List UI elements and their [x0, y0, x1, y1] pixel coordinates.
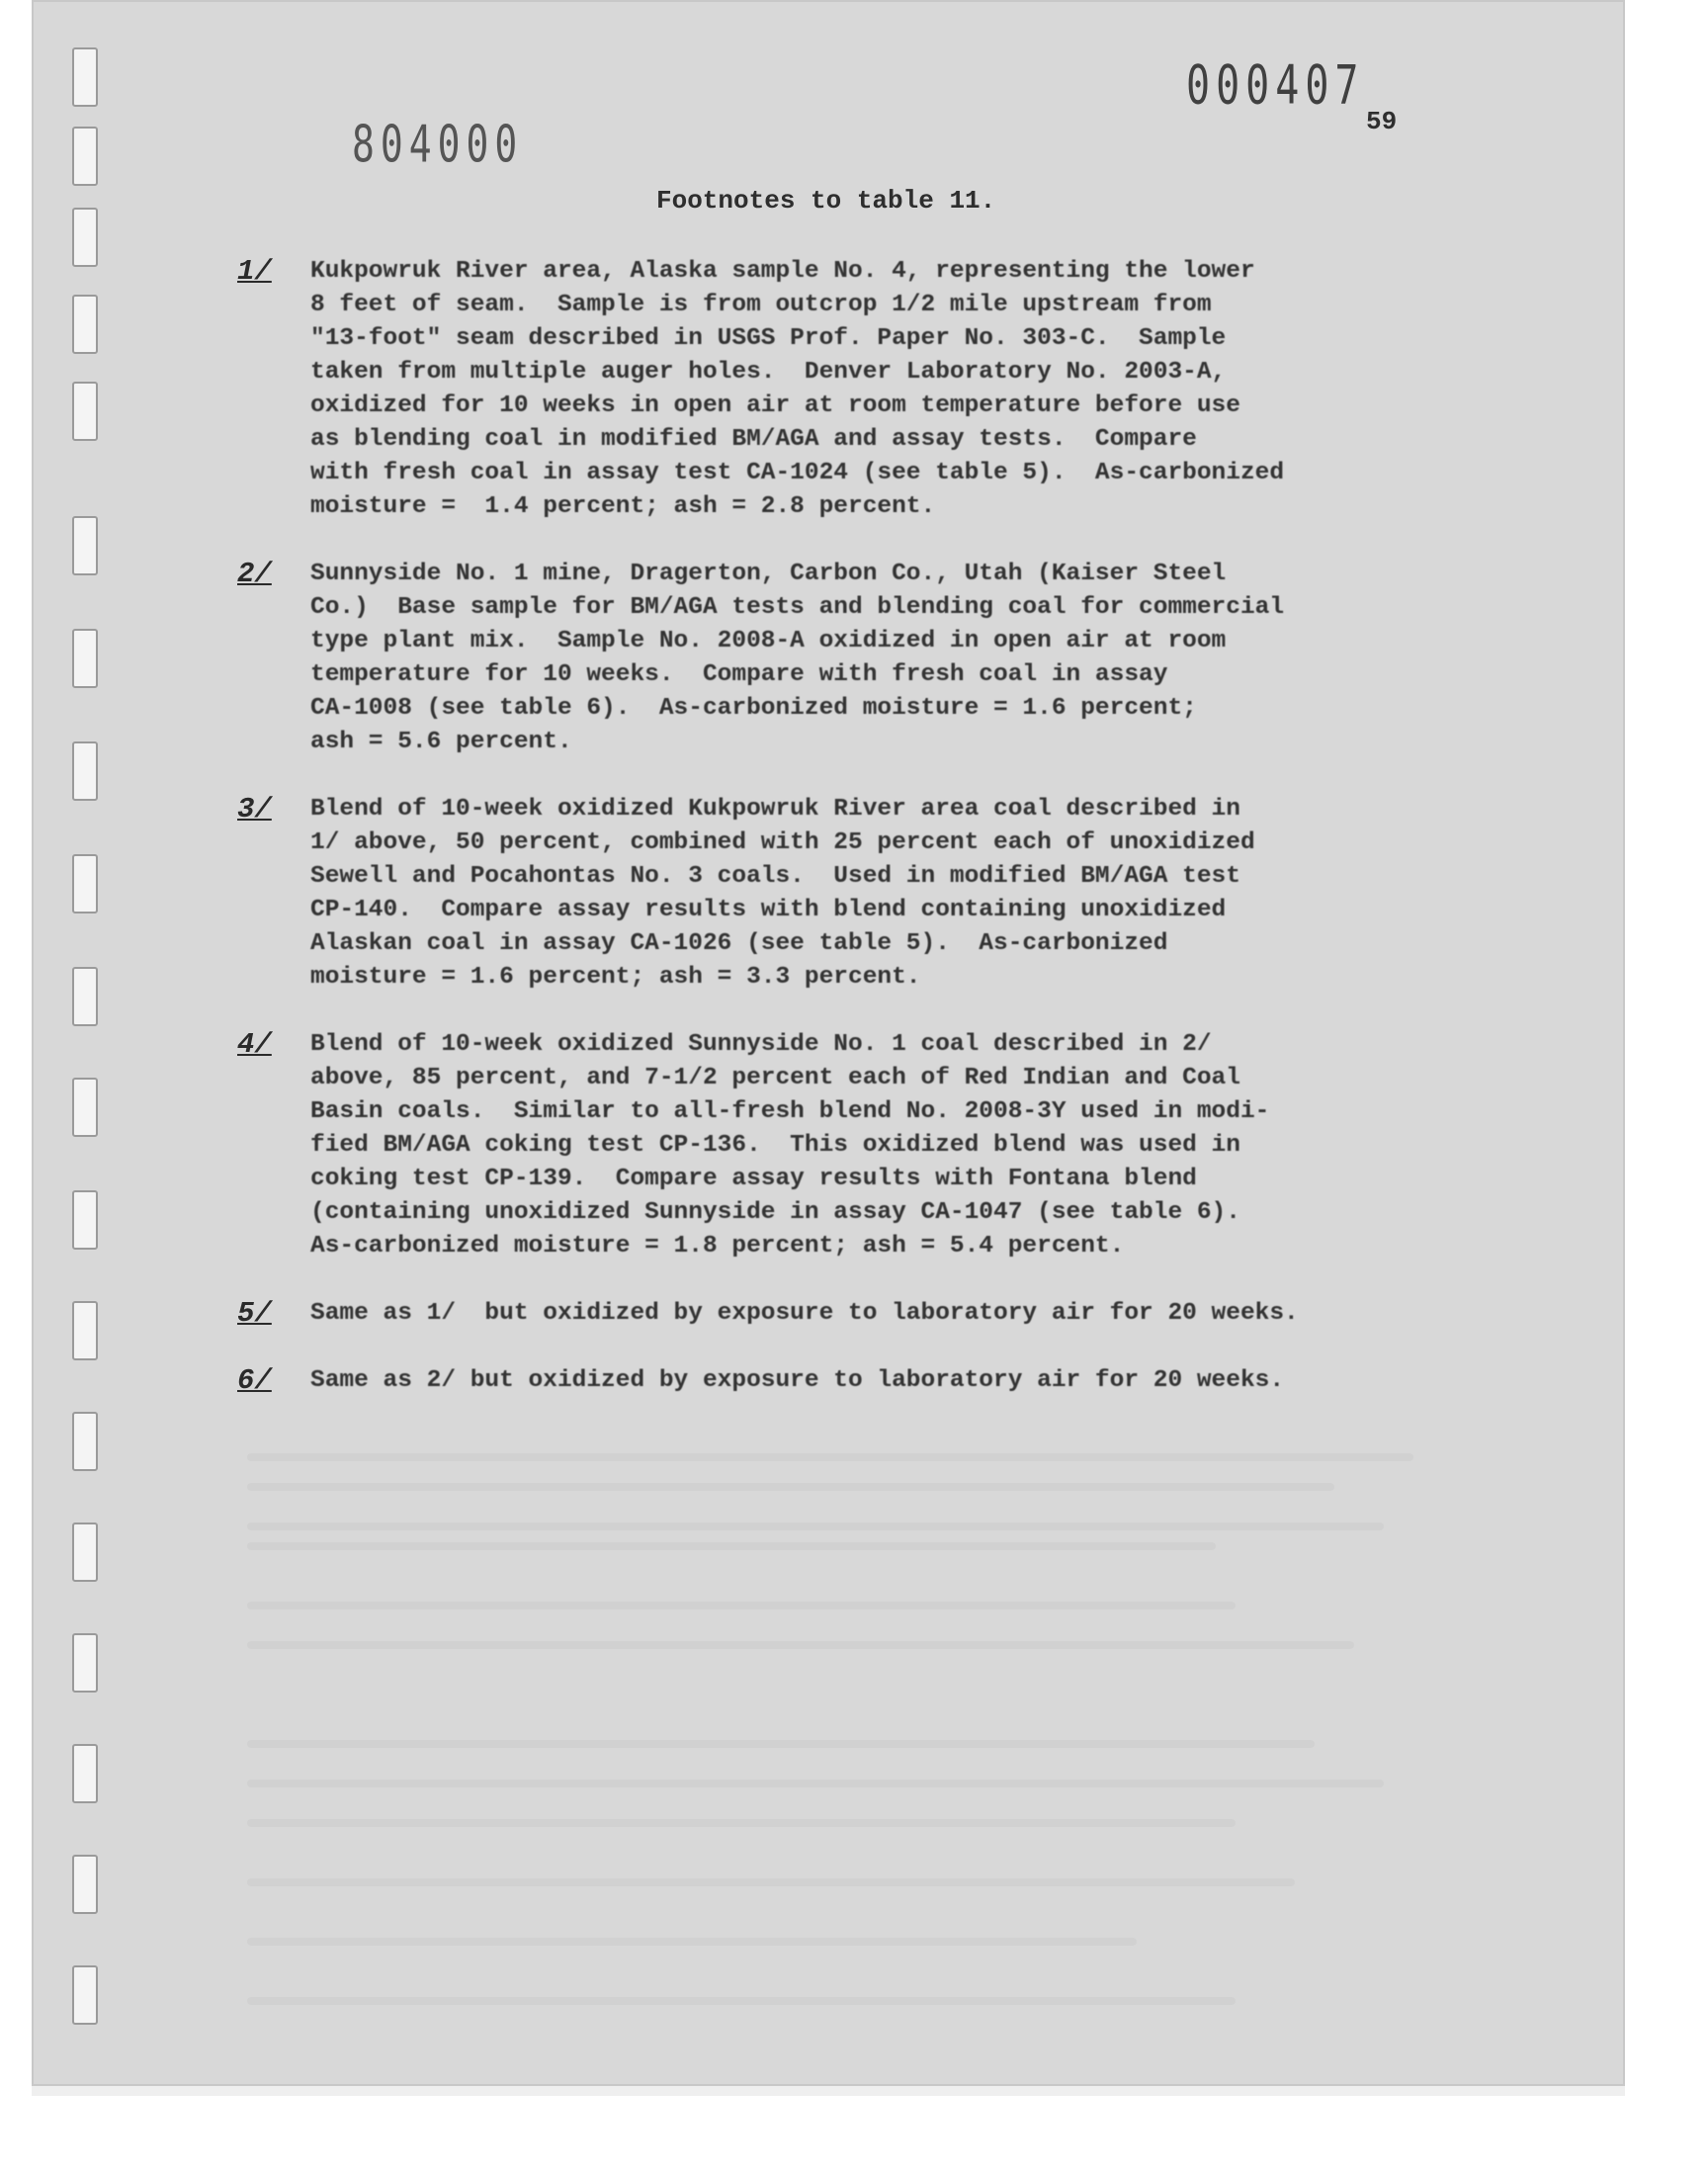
bleed-through-mark — [247, 1780, 1384, 1787]
footnote-text — [310, 1028, 1473, 1263]
footnote-line: 8 feet of seam. Sample is from outcrop 1/2 mile upstream from — [310, 292, 1212, 318]
footnote-line: Same as 1/ but oxidized by exposure to laboratory air for 20 weeks. — [310, 1300, 1299, 1327]
footnote-text — [310, 1364, 1473, 1398]
bleed-through-mark — [247, 1819, 1236, 1827]
binder-hole — [72, 1078, 98, 1137]
binder-hole — [72, 1412, 98, 1471]
footnote-line: oxidized for 10 weeks in open air at room temperature before use — [310, 392, 1240, 419]
footnote — [237, 558, 1473, 759]
footnote-line: temperature for 10 weeks. Compare with fresh coal in assay — [310, 661, 1168, 688]
footnote — [237, 1364, 1473, 1398]
footnote — [237, 793, 1473, 995]
binder-hole — [72, 47, 98, 107]
footnote-line: Sewell and Pocahontas No. 3 coals. Used in modified BM/AGA test — [310, 863, 1240, 890]
footnote-line: Sunnyside No. 1 mine, Dragerton, Carbon Co., Utah (Kaiser Steel — [310, 561, 1227, 587]
binder-hole — [72, 127, 98, 186]
bleed-through-mark — [247, 1453, 1413, 1461]
binder-hole — [72, 1190, 98, 1250]
footnote-text — [310, 558, 1473, 759]
footnote-list — [237, 255, 1473, 1432]
binder-hole — [72, 1633, 98, 1693]
footnote-line: above, 85 percent, and 7-1/2 percent each of Red Indian and Coal — [310, 1065, 1240, 1091]
page-title: Footnotes to table 11. — [656, 186, 996, 216]
bleed-through-mark — [247, 1878, 1295, 1886]
footnote-line: CA-1008 (see table 6). As-carbonized moisture = 1.6 percent; — [310, 695, 1197, 722]
footnote-line: moisture = 1.4 percent; ash = 2.8 percent. — [310, 493, 936, 520]
footnote-line: Blend of 10-week oxidized Sunnyside No. 1 coal described in 2/ — [310, 1031, 1212, 1058]
footnote-line: 1/ above, 50 percent, combined with 25 percent each of unoxidized — [310, 829, 1255, 856]
footnote-line: Blend of 10-week oxidized Kukpowruk River area coal described in — [310, 796, 1240, 823]
footnote-number: 3/ — [237, 793, 272, 826]
footnote — [237, 1028, 1473, 1263]
footnote-number: 1/ — [237, 255, 272, 288]
footnote-line: ash = 5.6 percent. — [310, 729, 572, 755]
binder-holes — [72, 0, 102, 2086]
binder-hole — [72, 741, 98, 801]
bleed-through-mark — [247, 1542, 1216, 1550]
binder-hole — [72, 1744, 98, 1803]
binder-hole — [72, 382, 98, 441]
footnote-line: type plant mix. Sample No. 2008-A oxidized in open air at room — [310, 628, 1227, 654]
footnote-line: as blending coal in modified BM/AGA and assay tests. Compare — [310, 426, 1197, 453]
footnote-line: CP-140. Compare assay results with blend containing unoxidized — [310, 897, 1227, 923]
footnote-number: 2/ — [237, 558, 272, 590]
binder-hole — [72, 1855, 98, 1914]
page-number: 59 — [1366, 107, 1398, 136]
document-stamp-number-faded: 804000 — [352, 115, 524, 174]
bleed-through-mark — [247, 1641, 1354, 1649]
bleed-through-mark — [247, 1740, 1315, 1748]
footnote-line: As-carbonized moisture = 1.8 percent; ash = 5.4 percent. — [310, 1233, 1125, 1260]
footnote — [237, 255, 1473, 524]
binder-hole — [72, 967, 98, 1026]
footnote-line: moisture = 1.6 percent; ash = 3.3 percent. — [310, 964, 921, 991]
bleed-through-mark — [247, 1938, 1137, 1946]
binder-hole — [72, 1522, 98, 1582]
footnote-line: "13-foot" seam described in USGS Prof. Paper No. 303-C. Sample — [310, 325, 1227, 352]
footnote-line: Kukpowruk River area, Alaska sample No. 4, representing the lower — [310, 258, 1255, 285]
bleed-through-mark — [247, 1997, 1236, 2005]
footnote-number: 4/ — [237, 1028, 272, 1061]
footnote-line: coking test CP-139. Compare assay results with Fontana blend — [310, 1166, 1197, 1192]
footnote-line: taken from multiple auger holes. Denver Laboratory No. 2003-A, — [310, 359, 1227, 386]
footnote-line: (containing unoxidized Sunnyside in assay CA-1047 (see table 6). — [310, 1199, 1240, 1226]
footnote-text — [310, 1297, 1473, 1331]
binder-hole — [72, 854, 98, 914]
footnote-text — [310, 793, 1473, 995]
binder-hole — [72, 1301, 98, 1360]
footnote-line: with fresh coal in assay test CA-1024 (see table 5). As-carbonized — [310, 460, 1285, 486]
document-stamp-number: 000407 — [1186, 55, 1365, 118]
footnote-line: Alaskan coal in assay CA-1026 (see table 5). As-carbonized — [310, 930, 1168, 957]
binder-hole — [72, 629, 98, 688]
footnote-number: 5/ — [237, 1297, 272, 1330]
footnote-line: fied BM/AGA coking test CP-136. This oxidized blend was used in — [310, 1132, 1240, 1159]
page-bottom-edge — [32, 2086, 1625, 2096]
bleed-through-mark — [247, 1522, 1384, 1530]
footnote-text — [310, 255, 1473, 524]
binder-hole — [72, 516, 98, 575]
binder-hole — [72, 208, 98, 267]
footnote-line: Same as 2/ but oxidized by exposure to laboratory air for 20 weeks. — [310, 1367, 1285, 1394]
footnote — [237, 1297, 1473, 1331]
binder-hole — [72, 295, 98, 354]
footnote-number: 6/ — [237, 1364, 272, 1397]
footnote-line: Co.) Base sample for BM/AGA tests and blending coal for commercial — [310, 594, 1285, 621]
bleed-through-mark — [247, 1483, 1334, 1491]
binder-hole — [72, 1965, 98, 2025]
bleed-through-mark — [247, 1602, 1236, 1610]
footnote-line: Basin coals. Similar to all-fresh blend No. 2008-3Y used in modi- — [310, 1098, 1270, 1125]
